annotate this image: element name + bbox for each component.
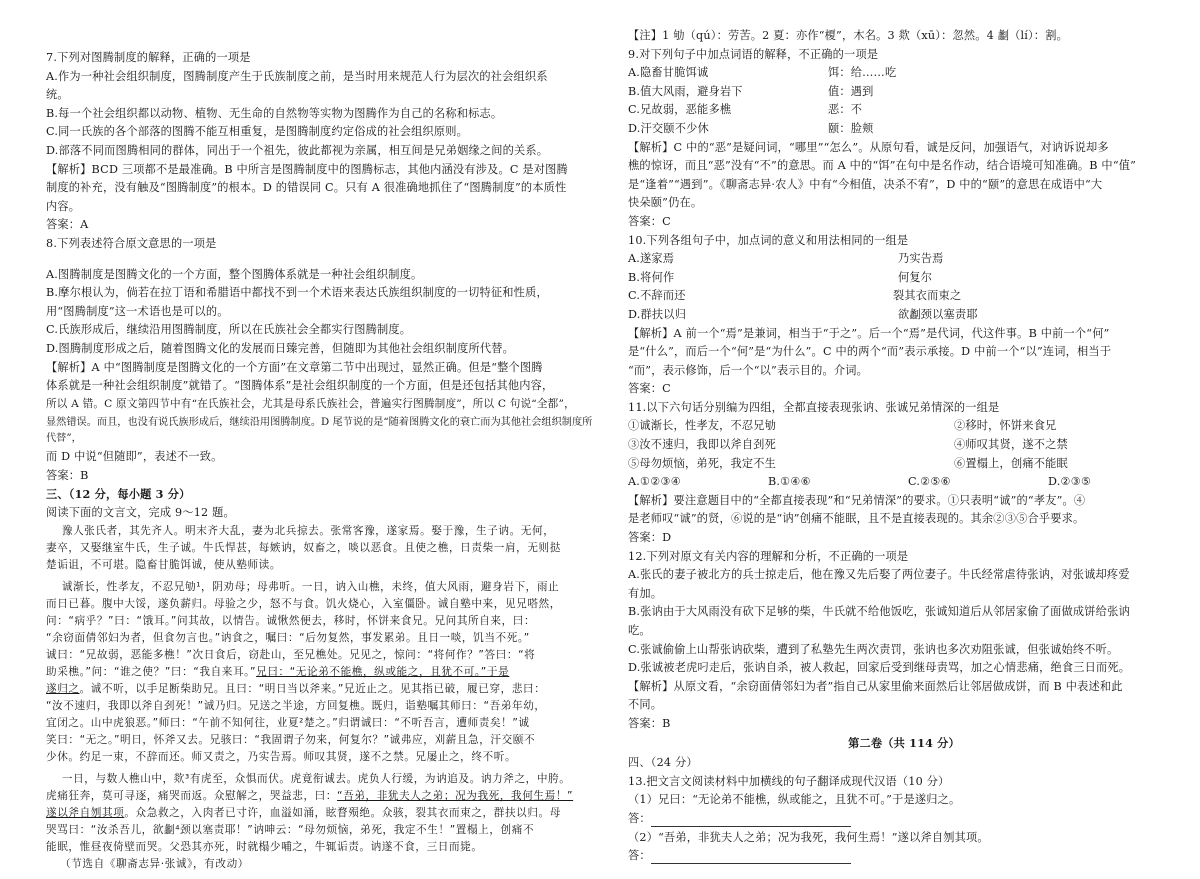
q11-choice-b: B.①④⑥	[768, 475, 811, 489]
q9-explanation-3: 是“逢着”“遇到”。《聊斋志异·农人》中有“今相值，决杀不宥”，D 中的“颐”的意思在成语中“大	[628, 177, 1103, 191]
q8-explanation-4: 显然错误。而且，也没有说氏族形成后，继续沿用图腾制度。D 尾节说的是“随着图腾文化的衰亡而为其他社会组织制度所代替”，	[46, 417, 593, 444]
q11-item-5: ⑤母勿烦恼，弟死，我定不生	[628, 456, 777, 470]
reading-intro: 阅读下面的文言文，完成 9～12 题。	[46, 506, 235, 520]
q9-d-gloss: 颐：脸颊	[828, 121, 874, 135]
q12-stem: 12.下列对原文有关内容的理解和分析，不正确的一项是	[628, 549, 909, 563]
q10-b-left: B.将何作	[628, 270, 675, 284]
q11-items-row-2	[628, 437, 1180, 453]
passage-line: 诚曰：“兄故弱，恶能多樵！”次日食后，窃赴山，至兄樵处。兄见之，惊问：“将何作？”答曰：“将	[46, 648, 536, 661]
q8-option-c: C.氏族形成后，继续沿用图腾制度，所以在氏族社会全都实行图腾制度。	[46, 323, 412, 337]
q8-answer: 答案：B	[46, 469, 89, 483]
passage-line: “余窃面倩邻妇为者，但食勿言也。”讷食之，嘱曰：“后勿复然，事发累弟。且日一啖，饥当不死。”	[46, 631, 530, 644]
q9-b-sentence: B.值大风雨，避身岩下	[628, 84, 743, 98]
q13-answer-line-2	[628, 848, 1180, 864]
q10-option-a	[628, 251, 1180, 267]
right-column	[628, 28, 1180, 867]
q10-explanation: 【解析】A 前一个“焉”是兼词，相当于“于之”。后一个“焉”是代词，代这件事。B 中前一个“何”	[628, 326, 1110, 340]
q12-option-b-cont: 吃。	[628, 624, 651, 637]
q10-d-left: D.群扶以归	[628, 307, 687, 321]
q11-choices	[628, 474, 1180, 490]
q11-choice-c: C.②⑤⑥	[908, 475, 951, 489]
q12-answer: 答案：B	[628, 716, 671, 730]
underlined-sentence-2: “吾弟，非犹夫人之弟；况为我死，我何生焉！”	[337, 789, 574, 802]
q12-option-c: C.张诚偷偷上山帮张讷砍柴，遭到了私塾先生两次责罚，张讷也多次劝阻张诚，但张诚始终不听。	[628, 642, 1119, 656]
passage-line	[46, 682, 596, 697]
vocab-note: 【注】1 劬（qú）：劳苦。2 夏：亦作“榎”，木名。3 欻（xū）：忽然。4 劙（lí）：割。	[628, 29, 1068, 42]
q9-c-sentence: C.兄故弱，恶能多樵	[628, 103, 732, 117]
passage-line: 一日，与数人樵山中，欻³有虎至，众惧而伏。虎竟衔诚去。虎负人行缓，为讷追及。讷力斧之，中胯。	[46, 772, 571, 785]
passage-line	[46, 806, 596, 821]
q10-d-right: 欲劙颈以塞责耶	[898, 307, 978, 321]
q10-a-right: 乃实告焉	[898, 252, 944, 266]
underlined-sentence-2-end: 遂以斧自刎其项	[46, 806, 125, 819]
q9-d-sentence: D.汗交颐不少休	[628, 121, 709, 135]
q9-option-a	[628, 65, 1180, 81]
answer-label: 答：	[628, 849, 651, 863]
passage-line: 豫人张氏者，其先齐人。明末齐大乱，妻为北兵掠去。张常客豫，遂家焉。娶于豫，生子讷。无何，	[46, 524, 555, 537]
passage-line: 笑曰：“无之。”明日，怀斧又去。兄骇曰：“我固谓子勿来，何复尔？”诚弗应，刈薪且急，汗交颐不	[46, 733, 536, 746]
q12-option-d: D.张诚被老虎叼走后，张讷自杀，被人救起，回家后受到继母责骂，加之心情悲痛，绝食三日而死。	[628, 661, 1131, 675]
q9-explanation-4: 快朵颐”仍在。	[628, 196, 703, 210]
q9-explanation-2: 樵的惊讶，而且“恶”没有“不”的意思。而 A 中的“饵”在句中是名作动，结合语境可知准确。B 中“值”	[628, 159, 1137, 173]
q8-option-a: A.图腾制度是图腾文化的一个方面，整个图腾体系就是一种社会组织制度。	[46, 267, 423, 281]
q9-c-gloss: 恶：不	[828, 103, 863, 117]
q12-option-b: B.张讷由于大风雨没有砍下足够的柴，牛氏就不给他饭吃，张诚知道后从邻居家偷了面做成饼给张讷	[628, 605, 1130, 619]
q7-explanation-2: 制度的补充，没有触及“图腾制度”的根本。D 的错误同 C。只有 A 很准确地抓住了“图腾制度”的本质性	[46, 181, 567, 195]
q13-answer-line-1	[628, 811, 1180, 827]
q11-items-row-3	[628, 456, 1180, 472]
q12-explanation-2: 不同。	[628, 698, 663, 712]
q10-a-left: A.遂家焉	[628, 252, 675, 266]
q13-sentence-1: （1）兄曰：“无论弟不能樵，纵或能之，且犹不可。”于是遂归之。	[628, 793, 961, 807]
q12-option-a-cont: 有加。	[628, 586, 663, 600]
answer-label: 答：	[628, 811, 651, 825]
q13-sentence-2: （2）“吾弟，非犹夫人之弟；况为我死，我何生焉！”遂以斧自刎其项。	[628, 830, 989, 844]
q8-explanation: 【解析】A 中“图腾制度是图腾文化的一个方面”在文章第二节中出现过，显然正确。但是“整个图腾	[46, 360, 543, 374]
q9-option-b	[628, 84, 1180, 100]
q11-answer: 答案：D	[628, 531, 672, 545]
q7-stem: 7.下列对图腾制度的解释，正确的一项是	[46, 51, 251, 64]
q11-item-4: ④师叹其贤，遂不之禁	[954, 438, 1068, 452]
q7-option-d: D.部落不同而图腾相同的群体，同出于一个祖先，彼此都视为亲属，相互间是兄弟姻缘之间的关系。	[46, 143, 549, 157]
passage-line	[46, 789, 596, 804]
q9-b-gloss: 值：遇到	[828, 84, 874, 98]
q7-explanation: 【解析】BCD 三项都不是最准确。B 中所言是图腾制度中的图腾标志，其他内涵没有涉及。C 是对图腾	[46, 162, 568, 176]
q11-explanation: 【解析】要注意题目中的“全都直接表现”和“兄弟情深”的要求。①只表明“诚”的“孝友”。④	[628, 493, 1086, 507]
q11-items-row-1	[628, 418, 1180, 434]
passage-text: 。诚不听，以手足断柴助兄。且曰：“明日当以斧来。”兄近止之。见其指已破，履已穿，悲曰：	[79, 682, 546, 695]
classical-passage	[46, 524, 596, 855]
q8-explanation-5: 而 D 中说“但随即”，表述不一致。	[46, 450, 223, 464]
left-column	[46, 50, 596, 879]
q8-option-b: B.摩尔根认为，倘若在拉丁语和希腊语中都找不到一个术语来表达氏族组织制度的一切特征和性质，	[46, 286, 548, 300]
q12-option-a: A.张氏的妻子被北方的兵士掠走后，他在豫又先后娶了两位妻子。牛氏经常虐待张讷，对张诚却疼爱	[628, 568, 1130, 582]
q9-option-d	[628, 121, 1180, 137]
q10-c-right: 裂其衣而束之	[893, 289, 962, 303]
q9-a-gloss: 饵：给……吃	[828, 66, 897, 80]
section-4-heading: 四、（24 分）	[628, 756, 698, 770]
q7-option-a: A.作为一种社会组织制度，图腾制度产生于氏族制度之前，是当时用来规范人行为层次的社会组织系	[46, 69, 548, 83]
q8-option-b-cont: 用“图腾制度”这一术语也是可以的。	[46, 304, 229, 318]
q11-item-2: ②移时，怀饼来食兄	[954, 419, 1057, 433]
q10-explanation-2: 是“什么”，而后一个“何”是“为什么”。C 中的两个“而”表示承接。D 中前一个“以”连词，相当于	[628, 345, 1112, 359]
q11-item-3: ③汝不速归，我即以斧自刭死	[628, 438, 777, 452]
underlined-sentence-1-end: 遂归之	[46, 682, 80, 695]
q11-choice-a: A.①②③④	[628, 475, 681, 489]
q10-b-right: 何复尔	[898, 270, 933, 284]
q8-explanation-3: 所以 A 错。C 原文第四节中有“在氏族社会，尤其是母系氏族社会，普遍实行图腾制度”，所以 C 句说“全都”，	[46, 397, 575, 410]
q8-explanation-2: 体系就是一种社会组织制度”就错了。“图腾体系”是社会组织制度的一个方面，但是还包括其他内容，	[46, 379, 554, 393]
q7-explanation-3: 内容。	[46, 199, 81, 213]
q11-explanation-2: 是老师叹“诚”的贤，⑥说的是“讷”创痛不能眠，且不是直接表现的。其余②③⑤合乎要求。	[628, 512, 1085, 526]
passage-line	[46, 665, 596, 680]
q11-stem: 11.以下六句话分别编为四组，全都直接表现张讷、张诚兄弟情深的一组是	[628, 400, 1000, 414]
q7-answer: 答案：A	[46, 218, 89, 232]
passage-line: 能眠，惟昼夜倚壁而哭。父恐其亦死，时就榻少哺之，牛辄诟责。讷遂不食，三日而毙。	[46, 840, 483, 853]
volume-2-heading: 第二卷（共 114 分）	[848, 735, 960, 750]
passage-text: 。众急救之，入肉者已寸许，血溢如涌，眩瞀殒绝。众骇，裂其衣而束之，群扶以归。母	[124, 806, 561, 819]
passage-line: 少休。约足一束，不辞而还。师又责之，乃实告焉。师叹其贤，遂不之禁。兄屡止之，终不听。	[46, 750, 517, 763]
q9-option-c	[628, 102, 1180, 118]
q7-option-c: C.同一氏族的各个部落的图腾不能互相重复，是图腾制度约定俗成的社会组织原则。	[46, 125, 469, 139]
q7-option-b: B.每一个社会组织都以动物、植物、无生命的自然物等实物为图腾作为自己的名称和标志。	[46, 106, 503, 120]
passage-line: 问：“病乎？”曰：“饿耳。”问其故，以情告。诚愀然便去，移时，怀饼来食兄。兄问其所自来，曰：	[46, 614, 536, 627]
passage-source: （节选自《聊斋志异·张诚》，有改动）	[60, 857, 249, 870]
q10-option-d	[628, 307, 1180, 323]
q10-stem: 10.下列各组句子中，加点词的意义和用法相同的一组是	[628, 233, 909, 247]
section-3-heading: 三、（12 分，每小题 3 分）	[46, 486, 191, 501]
passage-text: 助采樵。”问：“谁之使？”曰：“我自来耳。”	[46, 665, 257, 678]
q11-choice-d: D.②③⑤	[1048, 475, 1092, 489]
q9-stem: 9.对下列句子中加点词语的解释，不正确的一项是	[628, 47, 879, 61]
q10-option-c	[628, 288, 1180, 304]
q7-option-a-cont: 统。	[46, 88, 69, 102]
underlined-sentence-1: 兄曰：“无论弟不能樵，纵或能之，且犹不可。”于是	[256, 665, 510, 678]
q11-item-1: ①诚渐长，性孝友，不忍兄劬	[628, 419, 777, 433]
q12-explanation: 【解析】从原文看，“余窃面倩邻妇为者”指自己从家里偷来面然后让邻居做成饼，而 B 中表述和此	[628, 679, 1123, 693]
q9-a-sentence: A.隐畜甘脆饵诚	[628, 66, 709, 80]
answer-blank-1[interactable]	[651, 815, 851, 827]
q10-c-left: C.不辞而还	[628, 289, 686, 303]
passage-line: 哭骂曰：“汝杀吾儿，欲劙⁴颈以塞责耶！”讷呻云：“母勿烦恼，弟死，我定不生！”置榻上，创痛不	[46, 823, 535, 836]
q10-answer: 答案：C	[628, 382, 671, 396]
q8-option-d: D.图腾制度形成之后，随着图腾文化的发展而日臻完善，但随即为其他社会组织制度所代替。	[46, 341, 515, 355]
passage-text: 虎痛狂奔，莫可寻逐，痛哭而返。众慰解之，哭益悲，曰：	[46, 789, 338, 802]
q13-stem: 13.把文言文阅读材料中加横线的句子翻译成现代汉语（10 分）	[628, 774, 950, 788]
passage-line: 妻卒，又娶继室牛氏，生子诚。牛氏悍甚，每嫉讷，奴畜之，啖以恶食。且使之樵，日责柴一肩，无则挞	[46, 541, 561, 554]
q10-explanation-3: “而”，表示修饰，后一个“以”表示目的。介词。	[628, 363, 869, 377]
passage-line: 宜闭之。山中虎狼恶。”师曰：“午前不知何往，业夏²楚之。”归谓诚曰：“不听吾言，遭师责矣！”诚	[46, 716, 530, 729]
q9-explanation: 【解析】C 中的“恶”是疑问词，“哪里”“怎么”。从原句看，诚是反问，加强语气，对讷诉说却多	[628, 140, 1109, 154]
q8-stem: 8.下列表述符合原文意思的一项是	[46, 236, 217, 250]
q11-item-6: ⑥置榻上，创痛不能眠	[954, 456, 1068, 470]
passage-line: 诚渐长，性孝友，不忍兄劬¹，阴劝母；母弗听。一日，讷入山樵，未终，值大风雨，避身岩下，雨止	[46, 580, 560, 593]
q9-answer: 答案：C	[628, 214, 671, 228]
answer-blank-2[interactable]	[651, 852, 851, 864]
passage-line: “汝不速归，我即以斧自刭死！”诚乃归。兄送之半途，方回复樵。既归，诣塾嘱其师曰：“吾弟年幼，	[46, 699, 546, 712]
passage-line: 楚诟诅，不可堪。隐畜甘脆饵诚，使从塾师读。	[46, 558, 282, 571]
passage-line: 而日已暮。腹中大馁，遂负薪归。母验之少，怒不与食。饥火烧心，入室僵卧。诚自塾中来，见兄嗒然，	[46, 597, 561, 610]
q10-option-b	[628, 270, 1180, 286]
